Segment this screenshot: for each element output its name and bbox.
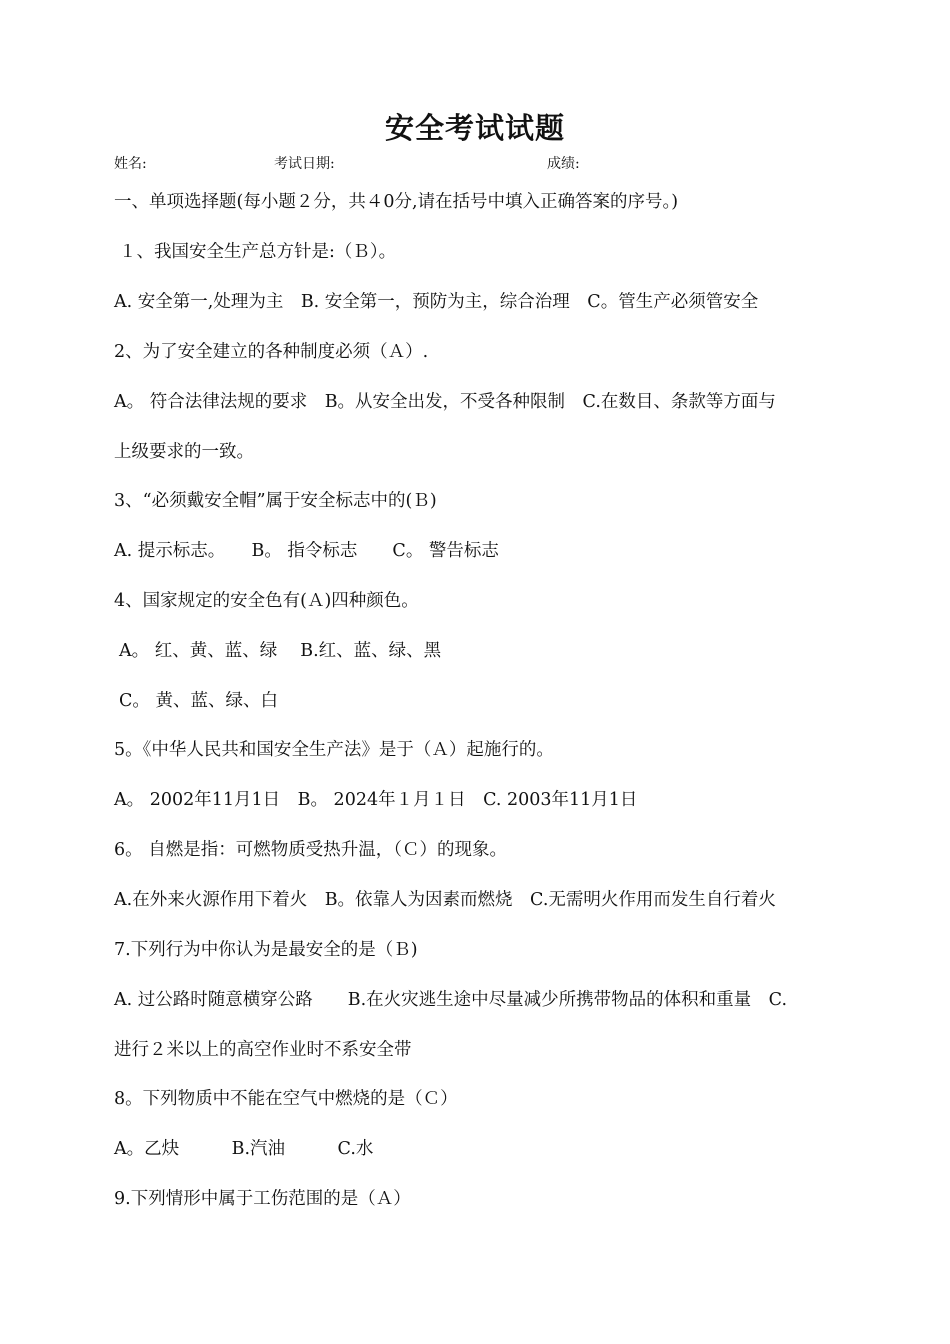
question-6: 6。 自燃是指：可燃物质受热升温，（Ｃ）的现象。 <box>114 840 507 860</box>
page-title: 安全考试试题 <box>384 111 565 145</box>
question-8-options: A。乙炔 B.汽油 C.水 <box>114 1139 374 1159</box>
question-8: 8。下列物质中不能在空气中燃烧的是（Ｃ） <box>114 1089 458 1109</box>
question-3-options: A. 提示标志。 B。 指令标志 C。 警告标志 <box>114 541 499 561</box>
question-2-options-cont: 上级要求的一致。 <box>114 442 254 462</box>
question-7-options: A. 过公路时随意横穿公路 B.在火灾逃生途中尽量减少所携带物品的体积和重量 C. <box>114 990 788 1010</box>
question-5-options: A。 2002年11月1日 B。 2024年１月１日 C. 2003年11月1日 <box>114 790 638 810</box>
question-2: 2、为了安全建立的各种制度必须（Ａ）. <box>114 342 429 362</box>
question-6-options: A.在外来火源作用下着火 B。依靠人为因素而燃烧 C.无需明火作用而发生自行着火 <box>114 890 776 910</box>
question-1-options: A. 安全第一,处理为主 B. 安全第一，预防为主，综合治理 C。管生产必须管安全 <box>114 292 759 312</box>
question-7-options-cont: 进行２米以上的高空作业时不系安全带 <box>114 1040 412 1060</box>
question-7: 7.下列行为中你认为是最安全的是（Ｂ) <box>114 940 418 960</box>
name-label: 姓名: <box>114 156 147 172</box>
question-4: 4、国家规定的安全色有(Ａ)四种颜色。 <box>114 591 419 611</box>
question-1: １、我国安全生产总方针是:（Ｂ）。 <box>119 242 397 262</box>
section-heading: 一、单项选择题(每小题２分，共４0分,请在括号中填入正确答案的序号。) <box>114 192 679 212</box>
question-4-options-c: C。 黄、蓝、绿、白 <box>119 691 278 711</box>
question-9: 9.下列情形中属于工伤范围的是（Ａ） <box>114 1189 411 1209</box>
question-5: 5。《中华人民共和国安全生产法》是于（Ａ）起施行的。 <box>114 740 554 760</box>
question-2-options: A。 符合法律法规的要求 B。从安全出发，不受各种限制 C.在数目、条款等方面与 <box>114 392 776 412</box>
question-4-options-a-b: A。 红、黄、蓝、绿 B.红、蓝、绿、黑 <box>119 641 442 661</box>
question-3: 3、“必须戴安全帽”属于安全标志中的(Ｂ) <box>114 491 437 511</box>
score-label: 成绩: <box>547 156 580 172</box>
exam-date-label: 考试日期: <box>274 156 335 172</box>
